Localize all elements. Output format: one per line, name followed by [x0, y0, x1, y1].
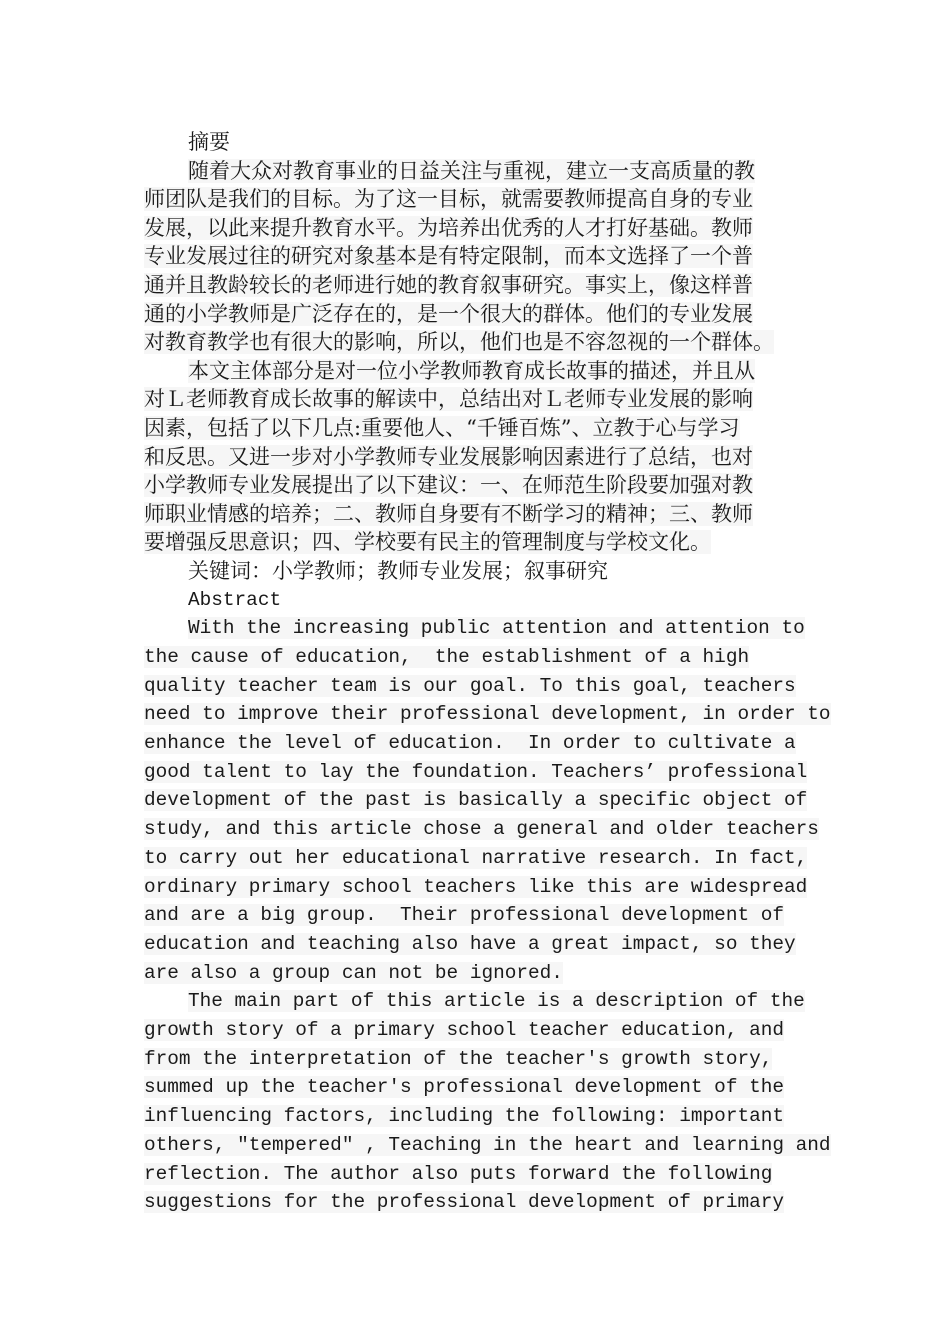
text-line: 通并且教龄较长的老师进行她的教育叙事研究。事实上，像这样普: [144, 272, 753, 297]
text-line: 对Ｌ老师教育成长故事的解读中，总结出对Ｌ老师专业发展的影响: [144, 387, 753, 412]
text-line: 通的小学教师是广泛存在的，是一个很大的群体。他们的专业发展: [144, 301, 753, 326]
text-line: others, "tempered" , Teaching in the heart and learning and: [144, 1133, 831, 1156]
text-line: the cause of education, the establishment of a high: [144, 645, 750, 668]
text-line: and are a big group. Their professional development of: [144, 904, 784, 927]
text-line: 师职业情感的培养；二、教师自身要有不断学习的精神；三、教师: [144, 501, 753, 526]
text-line: 要增强反思意识；四、学校要有民主的管理制度与学校文化。: [144, 530, 711, 555]
text-line: are also a group can not be ignored.: [144, 961, 563, 984]
text-line: study, and this article chose a general and older teachers: [144, 818, 819, 841]
text-line: 师团队是我们的目标。为了这一目标，就需要教师提高自身的专业: [144, 187, 753, 212]
text-line: good talent to lay the foundation. Teachers’ professional: [144, 760, 808, 783]
text-line: education and teaching also have a great impact, so they: [144, 932, 796, 955]
document-page: [144, 128, 831, 1217]
text-line: With the increasing public attention and attention to: [188, 617, 805, 640]
text-line: 发展，以此来提升教育水平。为培养出优秀的人才打好基础。教师: [144, 215, 753, 240]
text-line: enhance the level of education. In order to cultivate a: [144, 732, 796, 755]
text-line: quality teacher team is our goal. To this goal, teachers: [144, 674, 796, 697]
abstract-cn: [144, 128, 816, 586]
text-line: suggestions for the professional development of primary: [144, 1191, 784, 1214]
text-line: 对教育教学也有很大的影响，所以，他们也是不容忽视的一个群体。: [144, 330, 774, 355]
abstract-en-paragraph-1: [144, 614, 831, 987]
text-line: 因素，包括了以下几点:重要他人、“千锤百炼”、立教于心与学习: [144, 415, 740, 440]
text-line: summed up the teacher's professional development of the: [144, 1076, 784, 1099]
text-line: need to improve their professional development, in order to: [144, 703, 831, 726]
text-line: influencing factors, including the following: important: [144, 1105, 784, 1128]
text-line: 专业发展过往的研究对象基本是有特定限制，而本文选择了一个普: [144, 244, 753, 269]
text-line: ordinary primary school teachers like this are widespread: [144, 875, 808, 898]
abstract-en-heading: Abstract: [188, 588, 282, 611]
abstract-cn-heading: 摘要: [188, 130, 230, 154]
abstract-cn-paragraph-2: [144, 357, 816, 557]
abstract-en: [144, 586, 831, 1217]
keywords-cn: 关键词：小学教师；教师专业发展；叙事研究: [188, 558, 608, 583]
text-line: development of the past is basically a specific object of: [144, 789, 808, 812]
abstract-cn-paragraph-1: [144, 157, 816, 357]
text-line: The main part of this article is a description of the: [188, 990, 805, 1013]
text-line: 和反思。又进一步对小学教师专业发展影响因素进行了总结，也对: [144, 444, 753, 469]
text-line: 本文主体部分是对一位小学教师教育成长故事的描述，并且从: [188, 358, 755, 383]
text-line: 随着大众对教育事业的日益关注与重视，建立一支高质量的教: [188, 158, 755, 183]
text-line: to carry out her educational narrative research. In fact,: [144, 846, 808, 869]
text-line: 小学教师专业发展提出了以下建议：一、在师范生阶段要加强对教: [144, 473, 753, 498]
text-line: growth story of a primary school teacher education, and: [144, 1019, 784, 1042]
text-line: reflection. The author also puts forward the following: [144, 1162, 773, 1185]
abstract-en-paragraph-2: [144, 987, 831, 1217]
text-line: from the interpretation of the teacher's growth story,: [144, 1047, 773, 1070]
